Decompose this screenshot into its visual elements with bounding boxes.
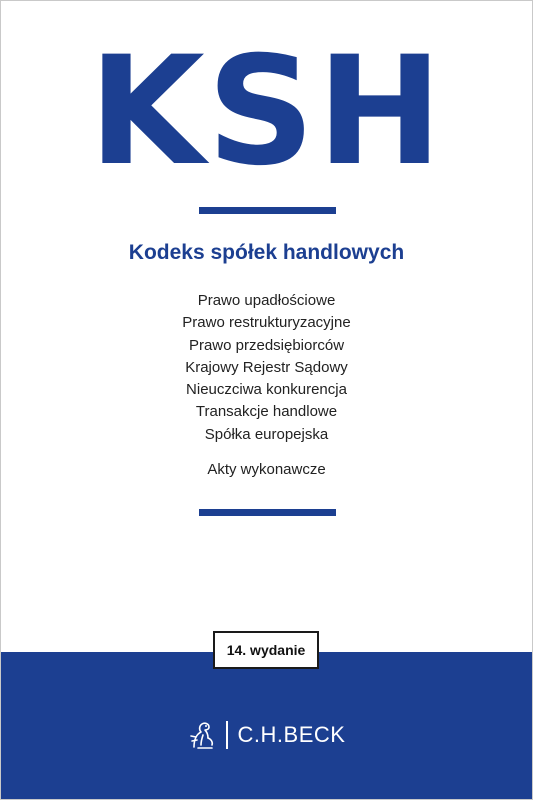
publisher-block bbox=[1, 719, 532, 751]
topic-item: Spółka europejska bbox=[204, 425, 329, 443]
cover-title: KSH bbox=[88, 25, 445, 199]
executive-acts-note: Akty wykonawcze bbox=[207, 461, 326, 478]
edition-badge: 14. wydanie bbox=[213, 631, 319, 669]
topic-item: Krajowy Rejestr Sądowy bbox=[185, 358, 348, 376]
topic-item: Prawo przedsiębiorców bbox=[188, 336, 345, 354]
topic-item: Prawo upadłościowe bbox=[197, 292, 336, 309]
publisher-divider bbox=[226, 721, 228, 749]
top-divider-rule bbox=[199, 207, 336, 214]
cover-subtitle: Kodeks spółek handlowych bbox=[128, 241, 405, 264]
topic-item: Prawo restrukturyzacyjne bbox=[182, 314, 351, 332]
topics-list bbox=[1, 290, 532, 446]
topic-item: Transakcje handlowe bbox=[195, 403, 338, 421]
bottom-divider-rule bbox=[199, 509, 336, 516]
publisher-logo-icon bbox=[188, 719, 218, 751]
publisher-name: C.H.BECK bbox=[237, 722, 346, 747]
topic-item: Nieuczciwa konkurencja bbox=[186, 381, 347, 399]
